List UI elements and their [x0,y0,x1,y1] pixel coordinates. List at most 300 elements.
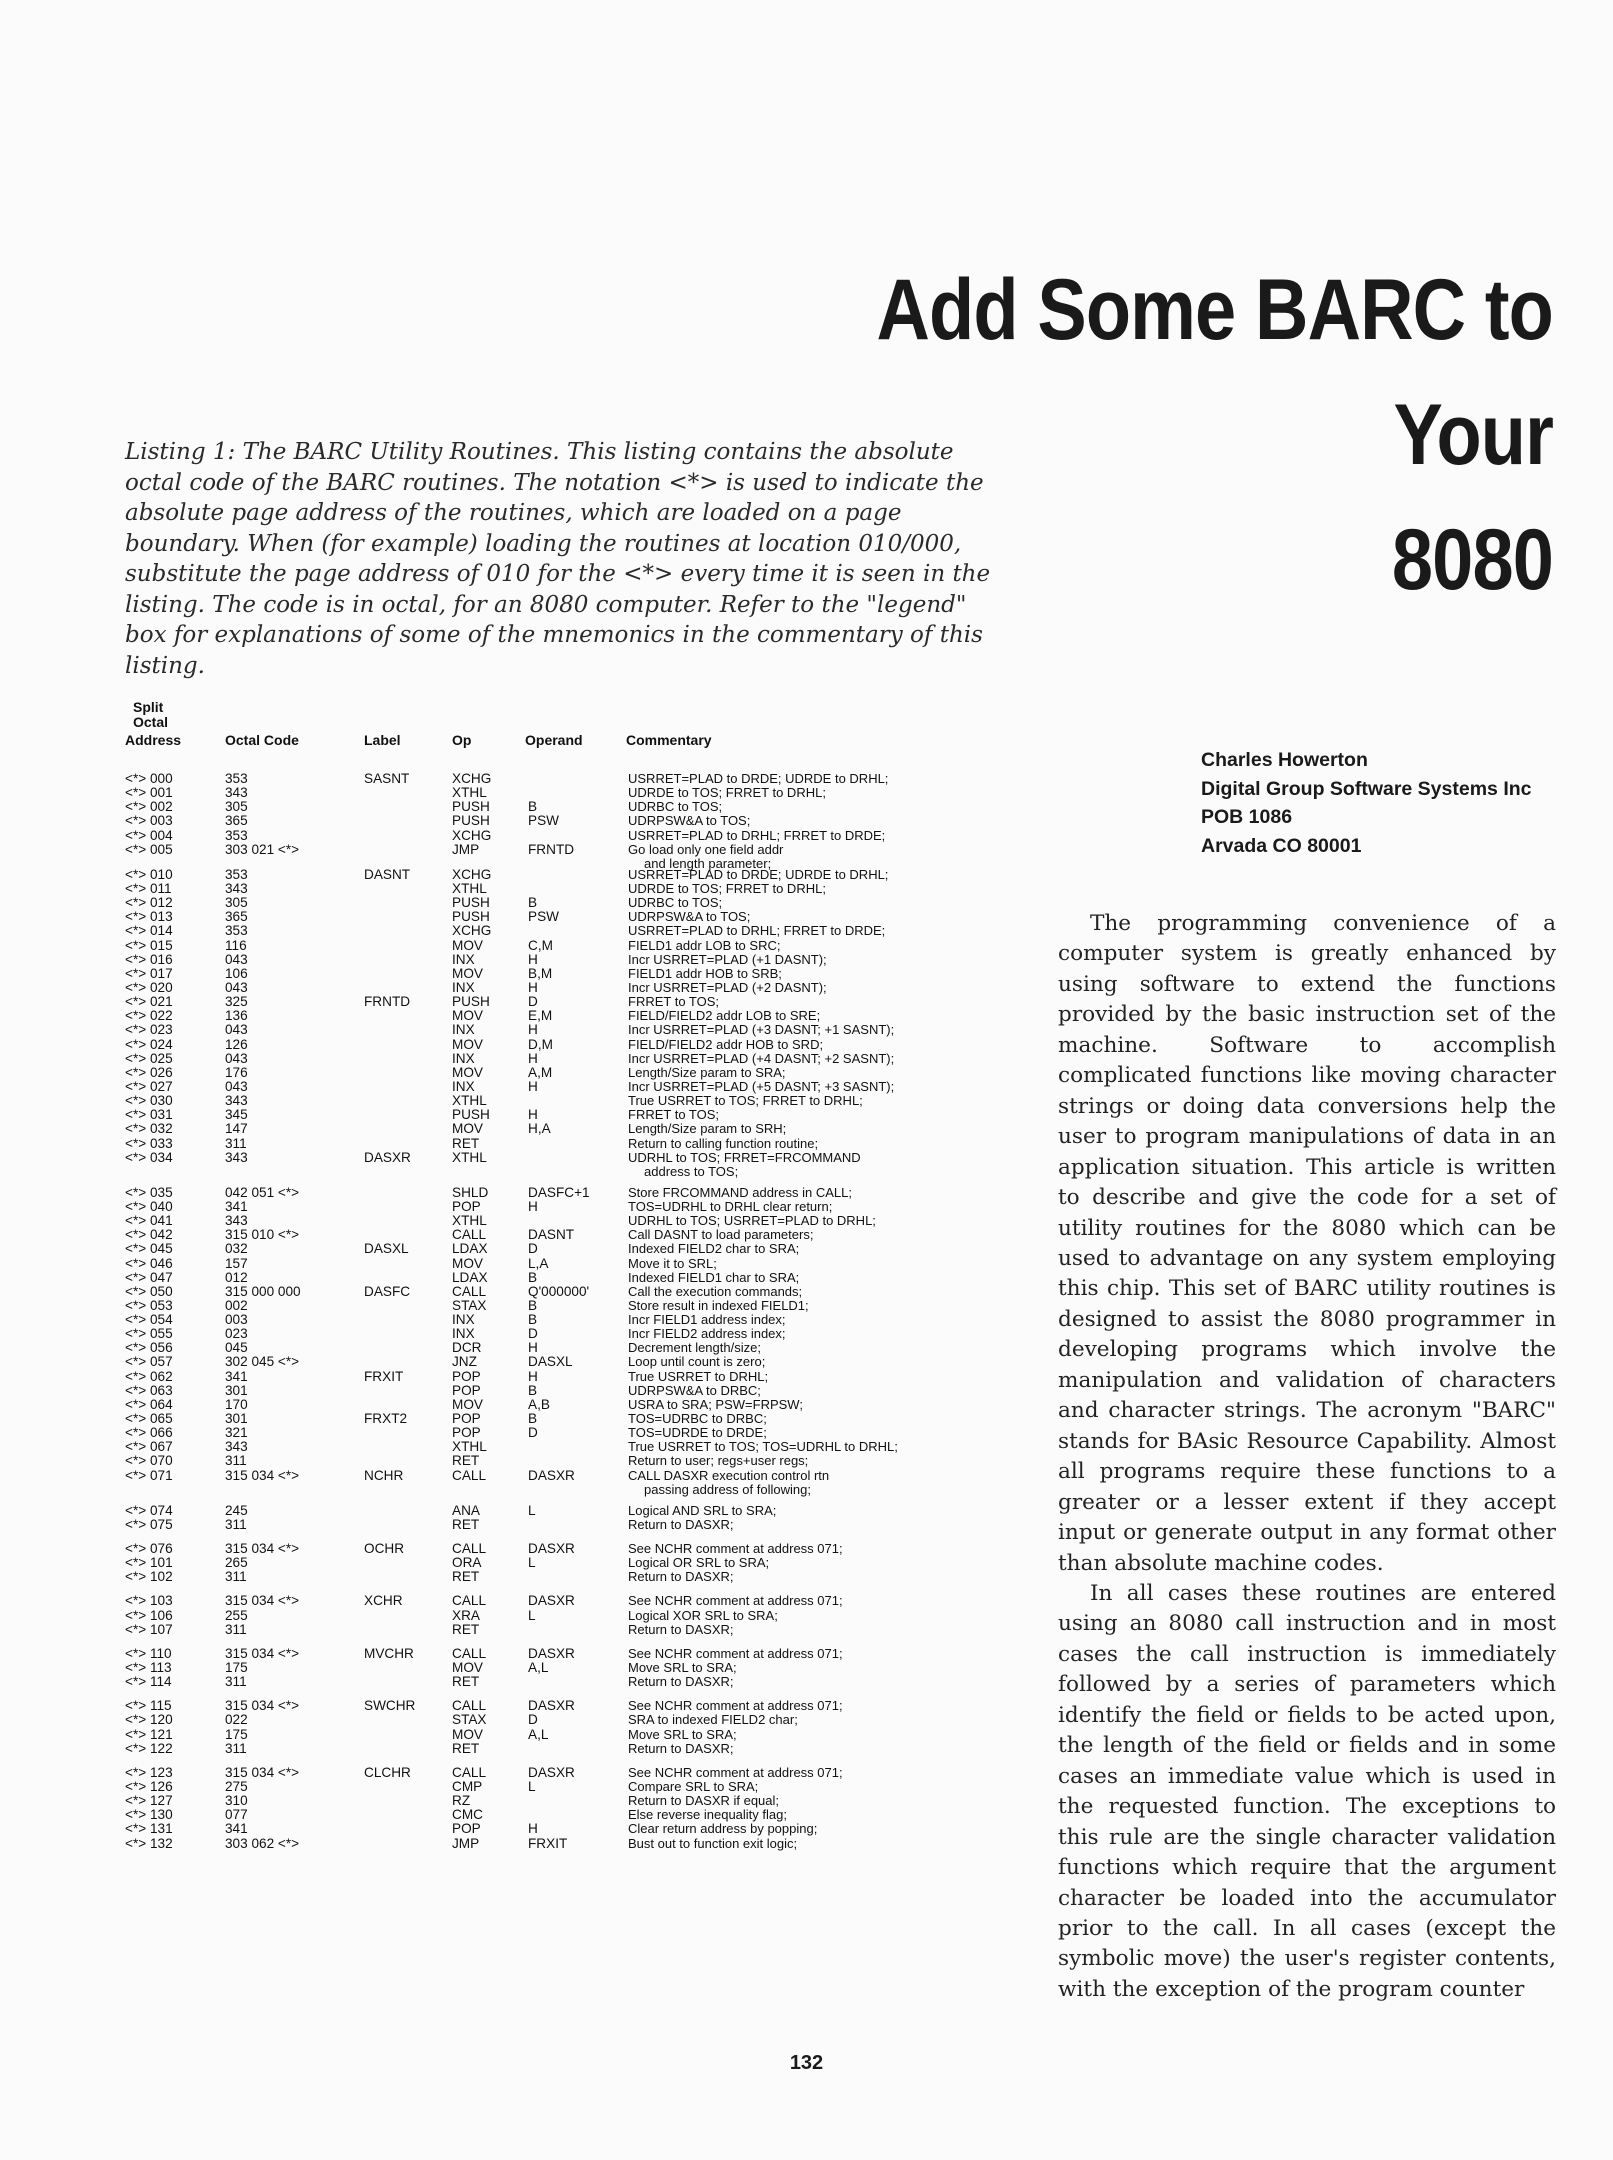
row-address: <*> 034 [125,1149,173,1165]
row-octal-code: 003 [225,1312,248,1328]
listing-row [125,1094,1005,1108]
row-address: <*> 003 [125,813,173,829]
row-operand: DASXR [528,1698,575,1714]
row-op: STAX [452,1297,487,1313]
row-address: <*> 011 [125,880,172,896]
listing-row [125,1370,1005,1384]
row-octal-code: 022 [225,1712,248,1728]
row-address: <*> 050 [125,1283,173,1299]
listing-row [125,1661,1005,1675]
row-op: XRA [452,1607,480,1623]
row-operand: L [528,1555,536,1571]
row-op: JNZ [452,1354,477,1370]
row-commentary: and length parameter; [644,855,772,871]
row-commentary: Call DASNT to load parameters; [628,1227,814,1243]
row-commentary: Move SRL to SRA; [628,1660,737,1676]
row-commentary: Logical AND SRL to SRA; [628,1502,777,1518]
row-address: <*> 056 [125,1340,173,1356]
article-body [1058,909,1556,2005]
row-address: <*> 076 [125,1541,173,1557]
row-op: MOV [452,1660,483,1676]
row-op: XTHL [452,1149,487,1165]
row-octal-code: 147 [225,1121,248,1137]
row-operand: H [528,1340,538,1356]
row-operand: L [528,1502,536,1518]
listing-row [125,1675,1005,1689]
row-operand: H [528,979,538,995]
row-label: XCHR [364,1593,403,1609]
row-op: MOV [452,1121,483,1137]
row-commentary: USRRET=PLAD to DRHL; FRRET to DRDE; [628,923,886,939]
row-commentary: UDRPSW&A to TOS; [628,813,751,829]
row-address: <*> 131 [125,1821,173,1837]
row-op: MOV [452,1726,483,1742]
listing-row [125,981,1005,995]
author-name: Charles Howerton [1201,749,1368,771]
row-op: CALL [452,1227,487,1243]
row-commentary: CALL DASXR execution control rtn [628,1467,830,1483]
row-operand: PSW [528,909,559,925]
row-address: <*> 017 [125,965,173,981]
row-op: MOV [452,1036,483,1052]
row-octal-code: 106 [225,965,248,981]
row-octal-code: 303 021 <*> [225,841,300,857]
row-op: INX [452,979,475,995]
row-address: <*> 113 [125,1660,172,1676]
row-address: <*> 127 [125,1793,173,1809]
row-address: <*> 115 [125,1698,172,1714]
row-operand: A,M [528,1064,553,1080]
row-op: INX [452,951,475,967]
row-commentary: Length/Size param to SRH; [628,1121,787,1137]
row-commentary: Compare SRL to SRA; [628,1779,759,1794]
row-address: <*> 114 [125,1674,172,1690]
row-op: MOV [452,1008,483,1024]
row-commentary: SRA to indexed FIELD2 char; [628,1712,798,1728]
row-commentary: Incr USRRET=PLAD (+4 DASNT; +2 SASNT); [628,1050,895,1066]
row-label: DASNT [364,866,411,882]
listing-row [125,1766,1005,1780]
row-op: XTHL [452,1213,487,1229]
row-octal-code: 002 [225,1297,248,1313]
row-operand: FRNTD [528,841,575,857]
listing-row [125,1023,1005,1037]
header-commentary: Commentary [626,732,712,748]
row-operand: D [528,1712,538,1728]
row-operand: B,M [528,965,553,981]
row-commentary: address to TOS; [644,1163,739,1179]
row-address: <*> 103 [125,1593,173,1609]
listing-row [125,1398,1005,1412]
header-address: Address [125,732,182,748]
row-commentary: Return to DASXR if equal; [628,1793,780,1809]
listing-row [125,1080,1005,1094]
listing-row [125,772,1005,786]
listing-row [125,800,1005,814]
row-operand: B [528,1411,538,1427]
row-address: <*> 063 [125,1382,173,1398]
listing-row [125,1341,1005,1355]
row-label: SWCHR [364,1698,416,1714]
row-op: INX [452,1050,475,1066]
listing-row [125,1699,1005,1713]
row-commentary: Return to user; regs+user regs; [628,1453,809,1469]
row-address: <*> 110 [125,1645,172,1661]
row-op: MOV [452,965,483,981]
row-octal-code: 311 [225,1740,247,1756]
row-label: DASXL [364,1241,409,1257]
row-octal-code: 353 [225,866,248,882]
row-address: <*> 024 [125,1036,173,1052]
row-operand: DASXR [528,1645,575,1661]
row-commentary: Incr USRRET=PLAD (+2 DASNT); [628,979,827,995]
row-commentary: Move SRL to SRA; [628,1726,737,1742]
listing-row [125,1271,1005,1285]
header-operand: Operand [525,732,583,748]
listing-row [125,1214,1005,1228]
row-address: <*> 031 [125,1107,173,1123]
row-op: CALL [452,1541,487,1557]
row-label: FRXT2 [364,1411,408,1427]
row-commentary: Return to DASXR; [628,1516,734,1532]
listing-row [125,1481,1005,1497]
row-address: <*> 065 [125,1411,173,1427]
listing-row [125,1609,1005,1623]
row-operand: DASXR [528,1593,575,1609]
row-commentary: USRRET=PLAD to DRHL; FRRET to DRDE; [628,827,886,843]
row-octal-code: 365 [225,813,248,829]
row-commentary: Incr USRRET=PLAD (+1 DASNT); [628,951,827,967]
row-op: LDAX [452,1269,488,1285]
row-address: <*> 040 [125,1198,173,1214]
listing-row [125,1623,1005,1637]
row-commentary: FIELD/FIELD2 addr HOB to SRD; [628,1036,824,1052]
author-company: Digital Group Software Systems Inc [1201,777,1532,800]
row-address: <*> 042 [125,1227,173,1243]
row-octal-code: 157 [225,1255,248,1271]
row-operand: B [528,1269,538,1285]
row-op: RZ [452,1793,471,1809]
row-label: SASNT [364,771,410,786]
row-address: <*> 057 [125,1354,173,1370]
row-label: FRXIT [364,1368,404,1384]
row-op: CALL [452,1467,487,1483]
row-octal-code: 325 [225,994,248,1010]
row-octal-code: 353 [225,827,248,843]
row-operand: E,M [528,1008,553,1024]
row-op: RET [452,1740,480,1756]
row-op: POP [452,1368,481,1384]
row-op: DCR [452,1340,482,1356]
row-octal-code: 245 [225,1502,248,1518]
row-octal-code: 311 [225,1674,247,1690]
row-address: <*> 054 [125,1312,173,1328]
listing-row [125,910,1005,924]
row-octal-code: 343 [225,1093,248,1109]
listing-row [125,1412,1005,1426]
row-address: <*> 015 [125,937,173,953]
row-commentary: True USRRET to DRHL; [628,1368,769,1384]
row-commentary: TOS=UDRDE to DRDE; [628,1425,767,1441]
row-operand: D [528,1241,538,1257]
row-commentary: Loop until count is zero; [628,1354,766,1370]
row-op: LDAX [452,1241,488,1257]
listing-row [125,1384,1005,1398]
row-address: <*> 000 [125,771,173,786]
row-octal-code: 321 [225,1425,248,1441]
row-commentary: Incr USRRET=PLAD (+5 DASNT; +3 SASNT); [628,1078,895,1094]
row-operand: H [528,1821,538,1837]
row-address: <*> 010 [125,866,173,882]
row-address: <*> 074 [125,1502,173,1518]
row-octal-code: 311 [225,1453,247,1469]
row-commentary: Incr USRRET=PLAD (+3 DASNT; +1 SASNT); [628,1022,895,1038]
row-commentary: True USRRET to TOS; TOS=UDRHL to DRHL; [628,1439,898,1455]
author-city: Arvada CO 80001 [1201,834,1362,857]
row-commentary: Return to DASXR; [628,1621,734,1637]
row-octal-code: 305 [225,799,248,815]
row-commentary: FIELD/FIELD2 addr LOB to SRE; [628,1008,821,1024]
row-op: RET [452,1569,480,1585]
row-operand: D,M [528,1036,553,1052]
row-op: SHLD [452,1184,489,1200]
listing-row [125,1542,1005,1556]
row-commentary: Clear return address by popping; [628,1821,818,1837]
row-op: PUSH [452,994,490,1010]
row-commentary: USRRET=PLAD to DRDE; UDRDE to DRHL; [628,771,889,786]
listing-row [125,1504,1005,1518]
row-operand: H [528,951,538,967]
listing-row [125,1426,1005,1440]
row-octal-code: 311 [225,1516,247,1532]
row-op: MOV [452,937,483,953]
row-op: XTHL [452,1439,487,1455]
title-line-1: Add Some BARC to [876,262,1553,358]
row-address: <*> 062 [125,1368,173,1384]
row-commentary: Call the execution commands; [628,1283,803,1299]
row-label: DASFC [364,1283,411,1299]
row-commentary: See NCHR comment at address 071; [628,1593,843,1609]
row-octal-code: 315 034 <*> [225,1645,300,1661]
listing-row [125,1440,1005,1454]
row-address: <*> 014 [125,923,173,939]
row-op: STAX [452,1712,487,1728]
row-octal-code: 043 [225,1078,248,1094]
row-address: <*> 075 [125,1516,173,1532]
row-operand: D [528,1326,538,1342]
row-address: <*> 126 [125,1779,173,1794]
row-op: RET [452,1674,480,1690]
row-op: PUSH [452,1107,490,1123]
row-commentary: TOS=UDRBC to DRBC; [628,1411,767,1427]
row-operand: DASXR [528,1467,575,1483]
row-op: RET [452,1621,480,1637]
row-address: <*> 041 [125,1213,173,1229]
row-commentary: See NCHR comment at address 071; [628,1645,843,1661]
row-octal-code: 311 [225,1135,247,1151]
row-octal-code: 353 [225,771,248,786]
listing-row [125,829,1005,843]
row-address: <*> 012 [125,895,173,911]
row-octal-code: 176 [225,1064,248,1080]
row-address: <*> 046 [125,1255,173,1271]
row-operand: B [528,1312,538,1328]
row-commentary: UDRBC to TOS; [628,799,723,815]
row-octal-code: 343 [225,785,248,801]
row-commentary: See NCHR comment at address 071; [628,1764,843,1780]
row-octal-code: 315 010 <*> [225,1227,300,1243]
row-octal-code: 345 [225,1107,248,1123]
row-operand: H [528,1368,538,1384]
listing-row [125,1052,1005,1066]
row-octal-code: 341 [225,1198,248,1214]
listing-row [125,1742,1005,1756]
row-commentary: UDRPSW&A to TOS; [628,909,751,925]
listing-row [125,1327,1005,1341]
listing-row [125,1556,1005,1570]
row-commentary: UDRDE to TOS; FRRET to DRHL; [628,880,826,896]
row-operand: H [528,1107,538,1123]
row-op: XCHG [452,923,492,939]
listing-row [125,1137,1005,1151]
row-op: RET [452,1516,480,1532]
row-operand: D [528,1425,538,1441]
row-commentary: Logical OR SRL to SRA; [628,1555,770,1571]
row-op: POP [452,1425,481,1441]
row-commentary: Go load only one field addr [628,841,784,857]
row-operand: B [528,799,538,815]
listing-row [125,1228,1005,1242]
row-commentary: Logical XOR SRL to SRA; [628,1607,778,1623]
row-label: FRNTD [364,994,411,1010]
row-commentary: Return to calling function routine; [628,1135,819,1151]
listing-row [125,1570,1005,1584]
row-operand: H [528,1022,538,1038]
row-address: <*> 120 [125,1712,173,1728]
row-commentary: Length/Size param to SRA; [628,1064,786,1080]
listing-row [125,1242,1005,1256]
listing-row [125,896,1005,910]
row-octal-code: 023 [225,1326,248,1342]
listing-row [125,1518,1005,1532]
row-operand: Q'000000' [528,1283,590,1299]
row-commentary: UDRHL to TOS; FRRET=FRCOMMAND [628,1149,861,1165]
body-paragraph: In all cases these routines are entered using an 8080 call instruction and in most cases the call instruction is immediately followed by a series of parameters which identify the field or fields to be acted upon, the length of the field or fields and in some cases an immediate value which is used in the requested function. The exceptions to this rule are the single character validation functions which require that the argument character be loaded into the accumulator prior to the call. In all cases (except the symbolic move) the user's register contents, with the exception of the program counter [1058,1580,1556,2002]
row-operand: FRXIT [528,1835,568,1851]
row-commentary: UDRDE to TOS; FRRET to DRHL; [628,785,826,801]
row-octal-code: 116 [225,937,247,953]
row-address: <*> 066 [125,1425,173,1441]
row-commentary: UDRPSW&A to DRBC; [628,1382,761,1398]
row-octal-code: 043 [225,979,248,995]
row-octal-code: 301 [225,1411,248,1427]
row-octal-code: 343 [225,1439,248,1455]
listing-row [125,843,1005,857]
listing-row [125,1794,1005,1808]
row-octal-code: 315 000 000 [225,1283,301,1299]
listing-row [125,953,1005,967]
header-label: Label [364,732,401,748]
row-address: <*> 026 [125,1064,173,1080]
header-octal: Octal [133,714,169,730]
row-op: CALL [452,1593,487,1609]
row-octal-code: 311 [225,1569,247,1585]
row-op: MOV [452,1255,483,1271]
title-line-3: 8080 [1391,512,1553,608]
row-address: <*> 033 [125,1135,173,1151]
row-commentary: Return to DASXR; [628,1569,734,1585]
row-operand: A,L [528,1660,549,1676]
listing-row [125,1713,1005,1727]
row-octal-code: 136 [225,1008,248,1024]
row-operand: L [528,1779,536,1794]
row-op: INX [452,1022,475,1038]
row-address: <*> 047 [125,1269,173,1285]
row-commentary: Indexed FIELD2 char to SRA; [628,1241,800,1257]
row-operand: B [528,1297,538,1313]
row-address: <*> 130 [125,1807,173,1823]
row-address: <*> 132 [125,1835,173,1851]
row-address: <*> 064 [125,1396,173,1412]
row-label: OCHR [364,1541,405,1557]
row-octal-code: 012 [225,1269,248,1285]
row-operand: DASXL [528,1354,573,1370]
listing-row [125,1108,1005,1122]
row-address: <*> 023 [125,1022,173,1038]
row-commentary: USRRET=PLAD to DRDE; UDRDE to DRHL; [628,866,889,882]
row-octal-code: 311 [225,1621,247,1637]
listing-row [125,1285,1005,1299]
row-commentary: UDRBC to TOS; [628,895,723,911]
row-address: <*> 025 [125,1050,173,1066]
row-octal-code: 275 [225,1779,248,1794]
row-octal-code: 315 034 <*> [225,1593,300,1609]
row-commentary: Incr FIELD1 address index; [628,1312,786,1328]
row-address: <*> 032 [125,1121,173,1137]
row-label: DASXR [364,1149,411,1165]
row-operand: H [528,1050,538,1066]
row-octal-code: 045 [225,1340,248,1356]
row-commentary: FIELD1 addr LOB to SRC; [628,937,781,953]
row-label: NCHR [364,1467,404,1483]
row-octal-code: 255 [225,1607,248,1623]
row-address: <*> 107 [125,1621,173,1637]
row-commentary: Indexed FIELD1 char to SRA; [628,1269,800,1285]
row-op: XCHG [452,771,492,786]
listing-row [125,1780,1005,1794]
row-commentary: Else reverse inequality flag; [628,1807,787,1823]
row-commentary: Decrement length/size; [628,1340,761,1356]
row-address: <*> 071 [125,1467,173,1483]
row-address: <*> 022 [125,1008,173,1024]
row-address: <*> 067 [125,1439,173,1455]
row-address: <*> 030 [125,1093,173,1109]
row-octal-code: 175 [225,1660,248,1676]
listing-row [125,967,1005,981]
row-op: CALL [452,1645,487,1661]
row-op: CMP [452,1779,483,1794]
row-address: <*> 005 [125,841,173,857]
row-commentary: Store result in indexed FIELD1; [628,1297,809,1313]
row-operand: PSW [528,813,559,829]
row-commentary: True USRRET to TOS; FRRET to DRHL; [628,1093,863,1109]
row-address: <*> 001 [125,785,173,801]
row-address: <*> 002 [125,799,173,815]
row-octal-code: 341 [225,1821,248,1837]
row-address: <*> 004 [125,827,173,843]
row-op: CALL [452,1283,487,1299]
row-octal-code: 126 [225,1036,248,1052]
